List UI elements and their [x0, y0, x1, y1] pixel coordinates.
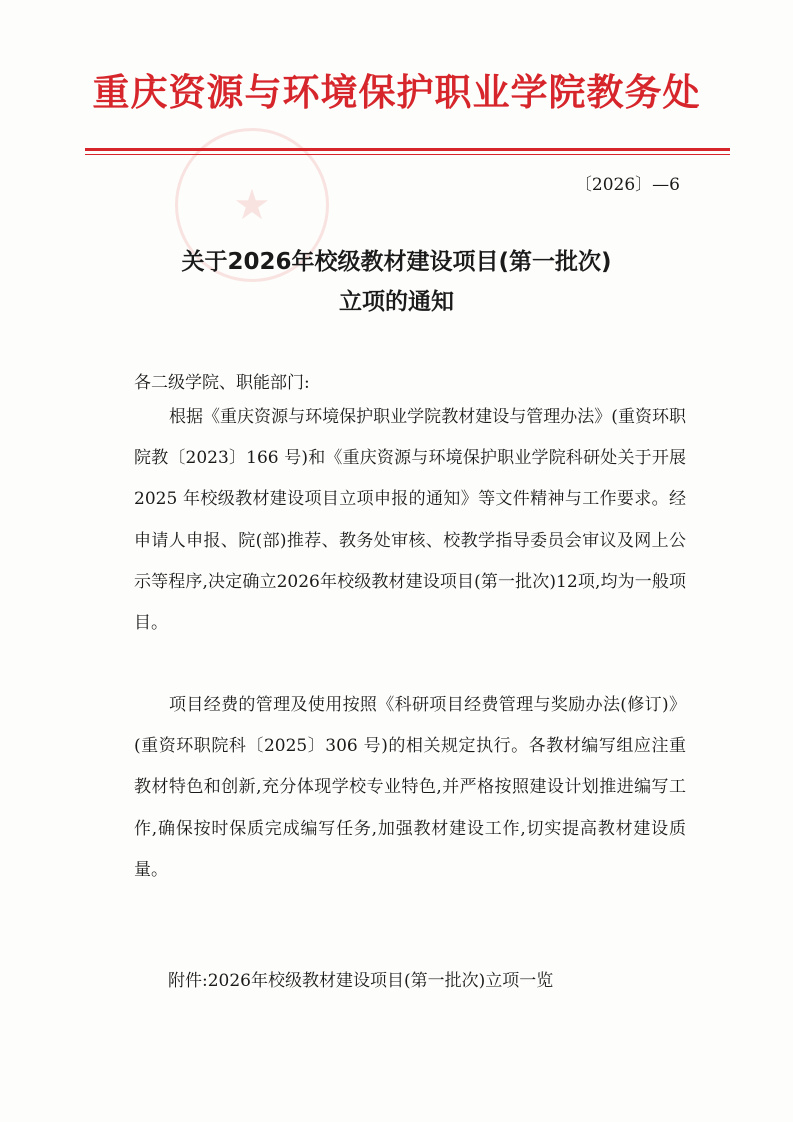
document-header-institution: 重庆资源与环境保护职业学院教务处 [92, 71, 701, 114]
notice-title-line-2: 立项的通知 [339, 289, 454, 315]
seal-star-icon: ★ [233, 180, 271, 229]
body-paragraph-1: 根据《重庆资源与环境保护职业学院教材建设与管理办法》(重资环职院教〔2023〕166 号)和《重庆资源与环境保护职业学院科研处关于开展 2025 年校级教材建设项目立项申报的通知》等文件精神与工作要求。经申请人申报、院(部)推荐、教务处审核、校教学指导委员会审议及网上公示等程序,决定确立2026年校级教材建设项目(第一批次)12项,均为一般项目。 [134, 407, 686, 634]
document-number: 〔2026〕—6 [574, 175, 680, 195]
attachment-note: 附件:2026年校级教材建设项目(第一批次)立项一览 [168, 971, 554, 991]
salutation: 各二级学院、职能部门: [134, 373, 310, 393]
body-paragraph-2: 项目经费的管理及使用按照《科研项目经费管理与奖励办法(修订)》(重资环职院科〔2025〕306 号)的相关规定执行。各教材编写组应注重教材特色和创新,充分体现学校专业特色,并严格按照建设计划推进编写工作,确保按时保质完成编写任务,加强教材建设工作,切实提高教材建设质量。 [134, 695, 686, 880]
header-red-rule-thin [85, 154, 730, 155]
header-red-rule [85, 148, 730, 151]
notice-title-line-1: 关于2026年校级教材建设项目(第一批次) [181, 249, 612, 275]
